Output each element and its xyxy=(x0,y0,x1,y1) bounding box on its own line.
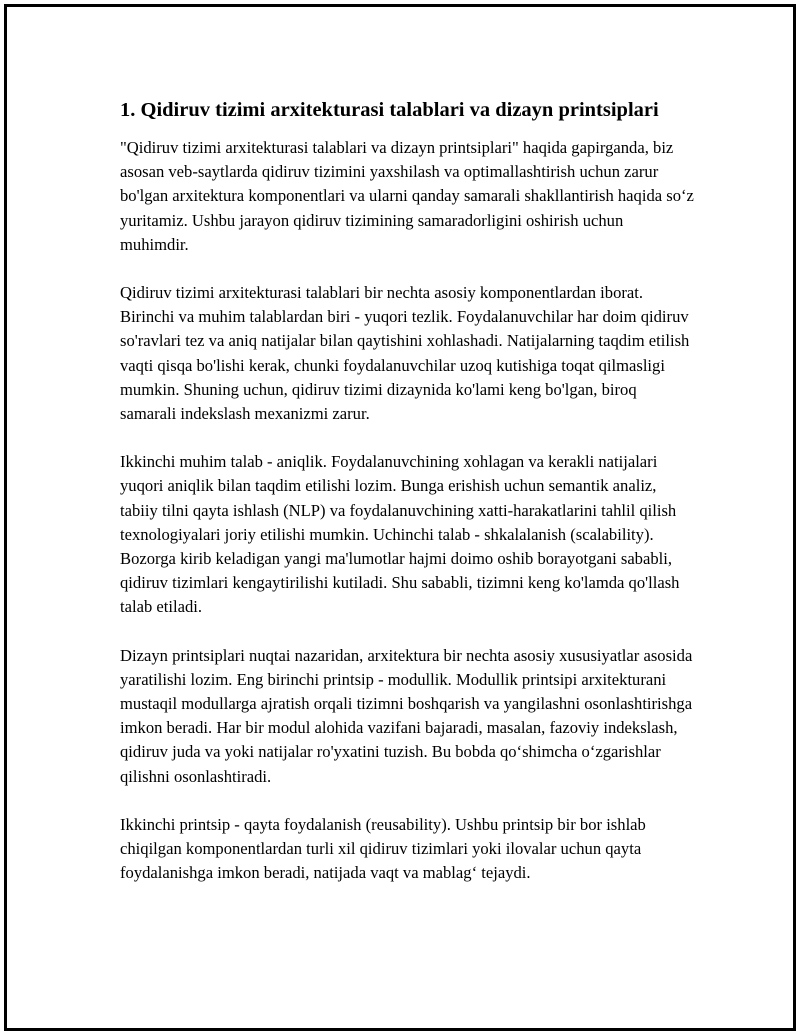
document-body xyxy=(120,96,694,909)
page-border xyxy=(4,4,796,1031)
paragraph-modularity: Dizayn printsiplari nuqtai nazaridan, arxitektura bir nechta asosiy xususiyatlar asosida yaratilishi lozim. Eng birinchi printsip - modullik. Modullik printsipi arxitekturani mustaqil modullarga ajratish orqali tizimni boshqarish va yangilashni osonlashtirishga imkon beradi. Har bir modul alohida vazifani bajaradi, masalan, fazoviy indekslash, qidiruv juda va yoki natijalar ro'yxatini tuzish. Bu bobda qo‘shimcha o‘zgarishlar qilishni osonlashtiradi. xyxy=(120,645,693,786)
paragraph-reusability: Ikkinchi printsip - qayta foydalanish (reusability). Ushbu printsip bir bor ishlab chiqilgan komponentlardan turli xil qidiruv tizimlari yoki ilovalar uchun qayta foydalanishga imkon beradi, natijada vaqt va mablag‘ tejaydi. xyxy=(120,814,646,883)
paragraph-speed: Qidiruv tizimi arxitekturasi talablari bir nechta asosiy komponentlardan iborat. Birinchi va muhim talablardan biri - yuqori tezlik. Foydalanuvchilar har doim qidiruv so'ravlari tez va aniq natijalar bilan qaytishini xohlashadi. Natijalarning taqdim etilish vaqti qisqa bo'lishi kerak, chunki foydalanuvchilar uzoq kutishiga toqat qilmasligi mumkin. Shuning uchun, qidiruv tizimi dizaynida ko'lami keng bo'lgan, biroq samarali indekslash mexanizmi zarur. xyxy=(120,283,690,424)
section-heading: 1. Qidiruv tizimi arxitekturasi talablari va dizayn printsiplari xyxy=(120,99,659,121)
paragraph-intro: "Qidiruv tizimi arxitekturasi talablari va dizayn printsiplari" haqida gapirganda, biz asosan veb-saytlarda qidiruv tizimini yaxshilash va optimallashtirish uchun zarur bo'lgan arxitektura komponentlari va ularni qanday samarali shakllantirish haqida so‘z yuritamiz. Ushbu jarayon qidiruv tizimining samaradorligini oshirish uchun muhimdir. xyxy=(120,138,694,254)
paragraph-accuracy: Ikkinchi muhim talab - aniqlik. Foydalanuvchining xohlagan va kerakli natijalari yuqori aniqlik bilan taqdim etilishi lozim. Bunga erishish uchun semantik analiz, tabiiy tilni qayta ishlash (NLP) va foydalanuvchining xatti-harakatlarini tahlil qilish texnologiyalari joriy etilishi mumkin. Uchinchi talab - shkalalanish (scalability). Bozorga kirib keladigan yangi ma'lumotlar hajmi doimo oshib borayotgani sababli, qidiruv tizimlari kengaytirilishi kutiladi. Shu sababli, tizimni keng ko'lamda qo'llash talab etiladi. xyxy=(120,452,680,617)
